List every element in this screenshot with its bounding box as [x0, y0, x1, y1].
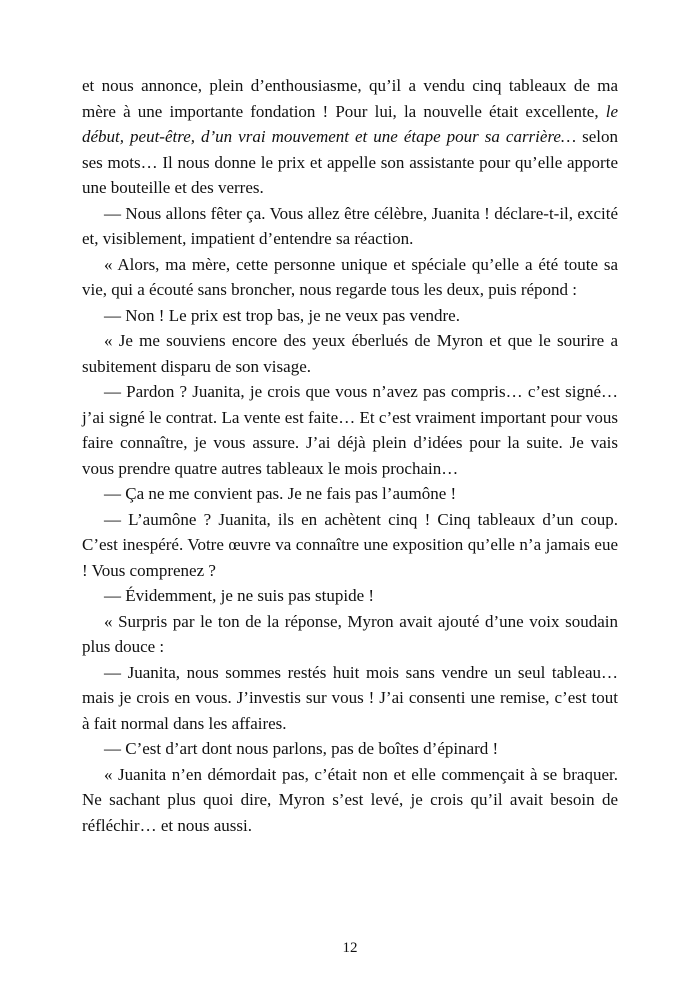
paragraph-text: et nous annonce, plein d’enthousiasme, qu’il a vendu cinq tableaux de ma mère à une importante fondation ! Pour lui, la nouvelle était excellente, — [82, 76, 618, 121]
paragraph: — Ça ne me convient pas. Je ne fais pas l’aumône ! — [104, 484, 457, 503]
italic-quote: le début, peut-être, d’un vrai mouvement et une étape pour sa carrière… — [82, 101, 618, 146]
page-number: 12 — [342, 940, 358, 956]
paragraph-continuation — [82, 73, 618, 201]
paragraph: — Pardon ? Juanita, je crois que vous n’avez pas compris… c’est signé… j’ai signé le contrat. La vente est faite… Et c’est vraiment important pour vous faire connaître, je vous assure. J’ai déjà plein d’idées pour la suite. Je vais vous prendre quatre autres tableaux le mois prochain… — [82, 382, 618, 478]
paragraph-text: selon ses mots… Il nous donne le prix et appelle son assistante pour qu’elle apporte une bouteille et des verres. — [82, 127, 618, 197]
paragraph: — Nous allons fêter ça. Vous allez être célèbre, Juanita ! déclare-t-il, excité et, visiblement, impatient d’entendre sa réaction. — [82, 203, 618, 248]
paragraph: — Évidemment, je ne suis pas stupide ! — [104, 586, 375, 605]
paragraph: « Surpris par le ton de la réponse, Myron avait ajouté d’une voix soudain plus douce : — [82, 611, 618, 656]
paragraph: — Juanita, nous sommes restés huit mois sans vendre un seul tableau… mais je crois en vous. J’investis sur vous ! J’ai consenti une remise, c’est tout à fait normal dans les affaires. — [82, 662, 618, 733]
paragraph: — Non ! Le prix est trop bas, je ne veux pas vendre. — [104, 305, 460, 325]
paragraph: « Alors, ma mère, cette personne unique et spéciale qu’elle a été toute sa vie, qui a écouté sans broncher, nous regarde tous les deux, puis répond : — [82, 254, 618, 299]
page-body-text — [82, 73, 618, 838]
paragraph: — C’est d’art dont nous parlons, pas de boîtes d’épinard ! — [104, 739, 499, 758]
paragraph: — L’aumône ? Juanita, ils en achètent cinq ! Cinq tableaux d’un coup. C’est inespéré. Votre œuvre va connaître une exposition qu’elle n’a jamais eue ! Vous comprenez ? — [82, 509, 618, 580]
paragraph: « Je me souviens encore des yeux éberlués de Myron et que le sourire a subitement disparu de son visage. — [82, 331, 618, 376]
paragraph: « Juanita n’en démordait pas, c’était non et elle commençait à se braquer. Ne sachant plus quoi dire, Myron s’est levé, je crois qu’il avait besoin de réfléchir… et nous aussi. — [82, 764, 618, 835]
